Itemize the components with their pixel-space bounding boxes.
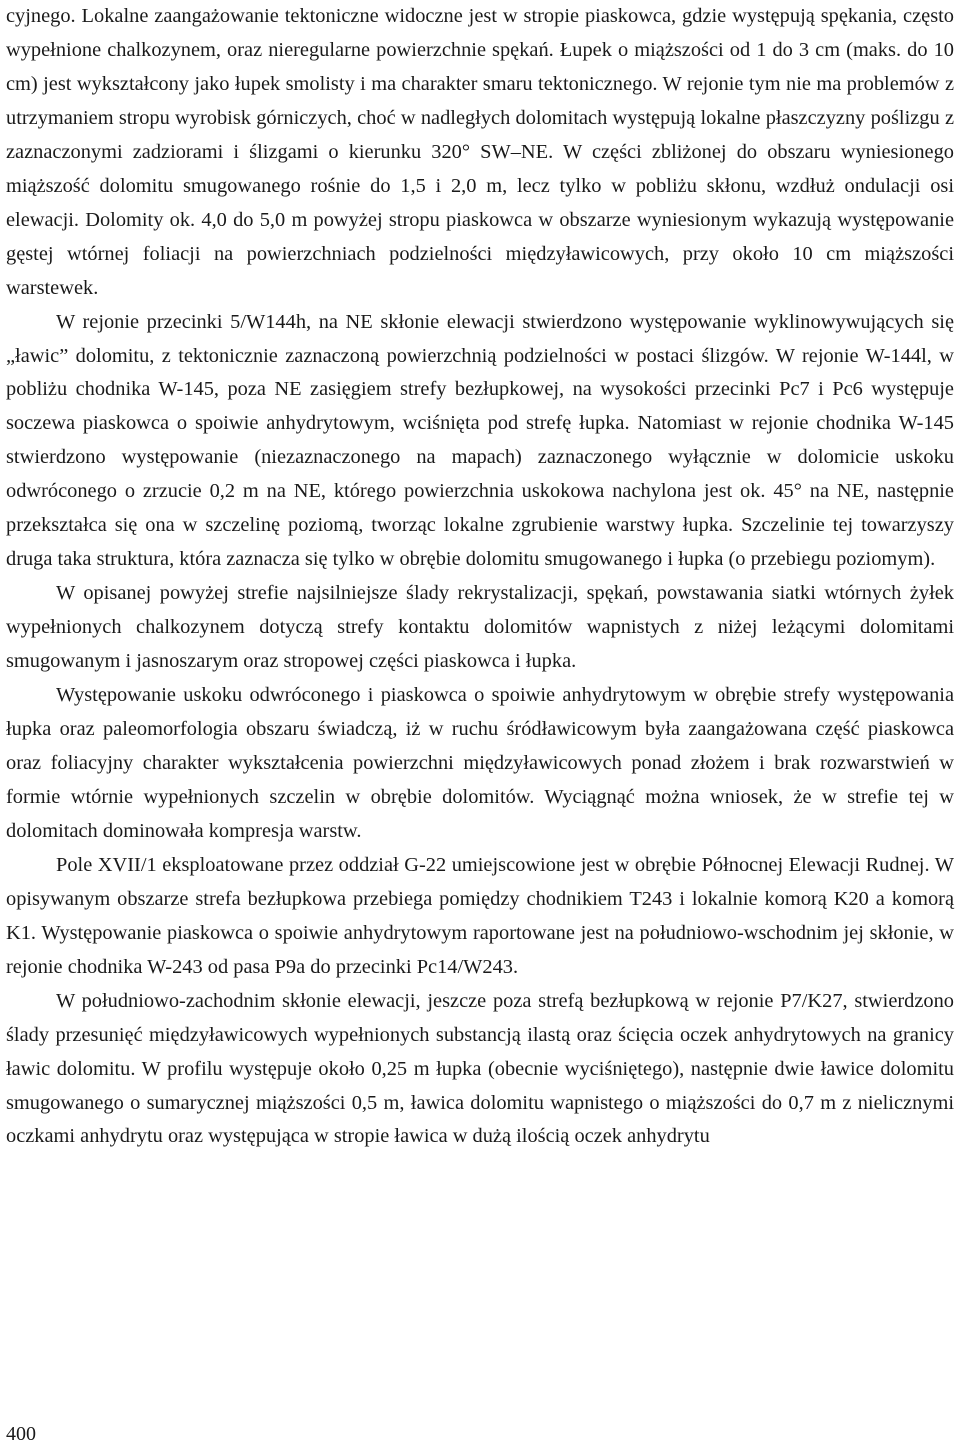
- paragraph-1: cyjnego. Lokalne zaangażowanie tektoniczne widoczne jest w stropie piaskowca, gdzie występują spękania, często wypełnione chalkozynem, oraz nieregularne powierzchnie spękań. Łupek o miąższości od 1 do 3 cm (maks. do 10 cm) jest wykształcony jako łupek smolisty i ma charakter smaru tektonicznego. W rejonie tym nie ma problemów z utrzymaniem stropu wyrobisk górniczych, choć w nadległych dolomitach występują lokalne płaszczyzny poślizgu z zaznaczonymi zadziorami i ślizgami o kierunku 320° SW–NE. W części zbliżonej do obszaru wyniesionego miąższość dolomitu smugowanego rośnie do 1,5 i 2,0 m, lecz tylko w pobliżu skłonu, wzdłuż ondulacji osi elewacji. Dolomity ok. 4,0 do 5,0 m powyżej stropu piaskowca w obszarze wyniesionym wykazują występowanie gęstej wtórnej foliacji na powierzchniach podzielności międzyławicowych, przy około 10 cm miąższości warstewek.: [6, 5, 954, 299]
- paragraph-3: W opisanej powyżej strefie najsilniejsze ślady rekrystalizacji, spękań, powstawania siatki wtórnych żyłek wypełnionych chalkozynem dotyczą strefy kontaktu dolomitów wapnistych z niżej leżącymi dolomitami smugowanym i jasnoszarym oraz stropowej części piaskowca i łupka.: [6, 582, 954, 673]
- page-body: [6, 0, 954, 1154]
- paragraph-5: Pole XVII/1 eksploatowane przez oddział G-22 umiejscowione jest w obrębie Północnej Elewacji Rudnej. W opisywanym obszarze strefa bezłupkowa przebiega pomiędzy chodnikiem T243 i lokalnie komorą K20 a komorą K1. Występowanie piaskowca o spoiwie anhydrytowym raportowane jest na południowo-wschodnim jej skłonie, w rejonie chodnika W-243 od pasa P9a do przecinki Pc14/W243.: [6, 853, 954, 978]
- paragraph-6: W południowo-zachodnim skłonie elewacji, jeszcze poza strefą bezłupkową w rejonie P7/K27, stwierdzono ślady przesunięć międzyławicowych wypełnionych substancją ilastą oraz ścięcia oczek anhydrytowych na granicy ławic dolomitu. W profilu występuje około 0,25 m łupka (obecnie wyciśniętego), następnie dwie ławice dolomitu smugowanego o sumarycznej miąższości 0,5 m, ławica dolomitu wapnistego o miąższości do 0,7 m z nielicznymi oczkami anhydrytu oraz występująca w stropie ławica w dużą ilością oczek anhydrytu: [6, 989, 954, 1148]
- paragraph-2: W rejonie przecinki 5/W144h, na NE skłonie elewacji stwierdzono występowanie wyklinowywujących się „ławic” dolomitu, z tektonicznie zaznaczoną powierzchnią podzielności w postaci ślizgów. W rejonie W-144l, w pobliżu chodnika W-145, poza NE zasięgiem strefy bezłupkowej, na wysokości przecinki Pc7 i Pc6 występuje soczewa piaskowca o spoiwie anhydrytowym, wciśnięta pod strefę łupka. Natomiast w rejonie chodnika W-145 stwierdzono występowanie (niezaznaczonego na mapach) zaznaczonego wyłącznie w dolomicie uskoku odwróconego o zrzucie 0,2 m na NE, którego powierzchnia uskokowa nachylona jest ok. 45° na NE, następnie przekształca się ona w szczelinę poziomą, tworząc lokalne zgrubienie warstwy łupka. Szczelinie tej towarzyszy druga taka struktura, która zaznacza się tylko w obrębie dolomitu smugowanego i łupka (o przebiegu poziomym).: [6, 310, 954, 571]
- page-number: 400: [6, 1423, 36, 1445]
- paragraph-4: Występowanie uskoku odwróconego i piaskowca o spoiwie anhydrytowym w obrębie strefy występowania łupka oraz paleomorfologia obszaru świadczą, iż w ruchu śródławicowym była zaangażowana część piaskowca oraz foliacyjny charakter wykształcenia powierzchni międzyławicowych ponad złożem i brak rozwarstwień w formie wtórnie wypełnionych szczelin w obrębie dolomitów. Wyciągnąć można wniosek, że w strefie tej w dolomitach dominowała kompresja warstw.: [6, 684, 954, 842]
